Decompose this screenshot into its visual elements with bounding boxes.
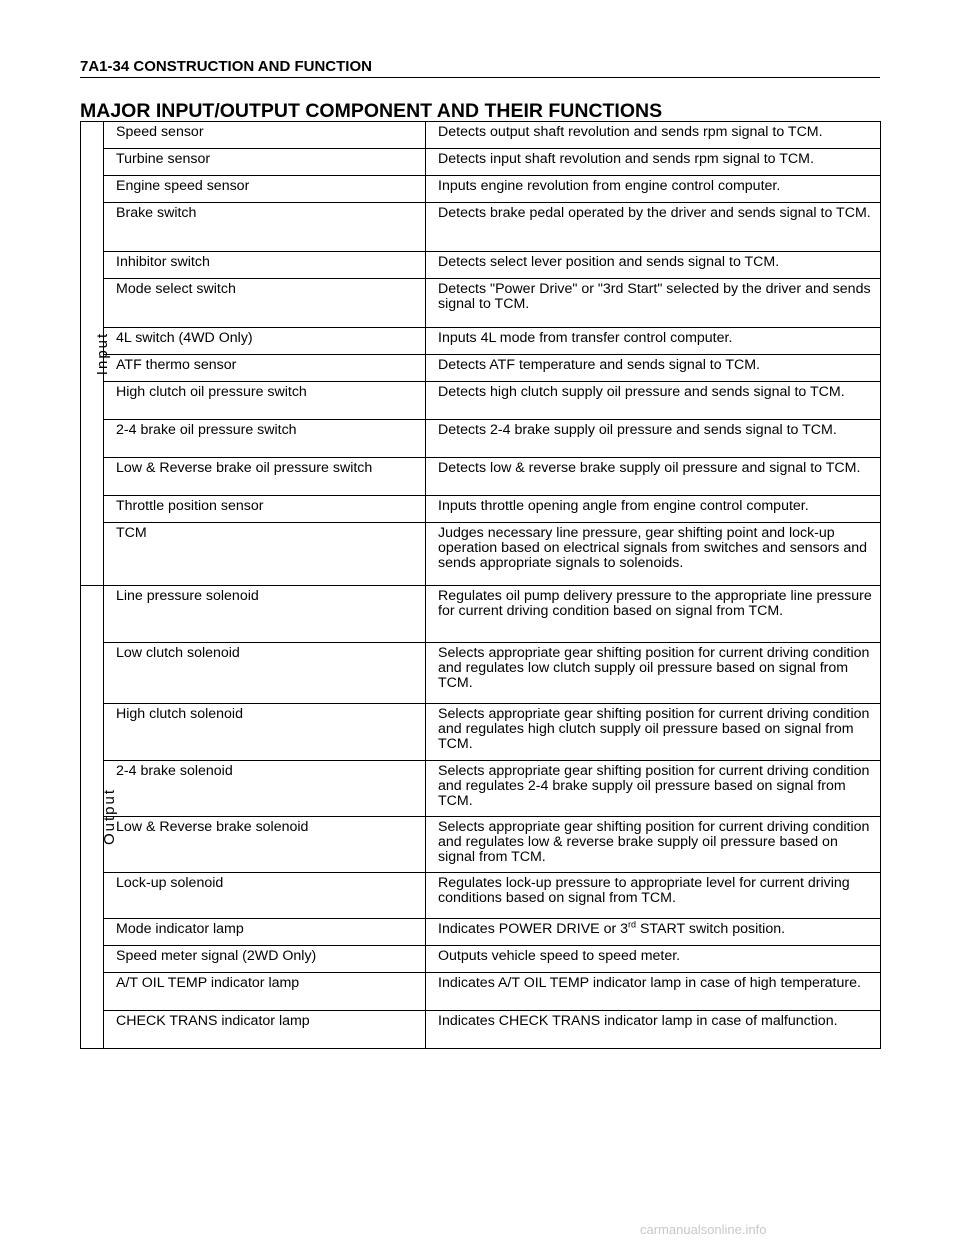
component-name: Brake switch [104,203,426,252]
component-name: Turbine sensor [104,149,426,176]
component-function: Detects input shaft revolution and sends rpm signal to TCM. [426,149,881,176]
component-function: Selects appropriate gear shifting position for current driving condition and regulates 2-4 brake supply oil pressure based on signal from TCM. [426,761,881,817]
table-row [81,355,881,382]
component-name: Inhibitor switch [104,252,426,279]
component-name: 4L switch (4WD Only) [104,328,426,355]
component-function: Detects low & reverse brake supply oil pressure and signal to TCM. [426,458,881,496]
page-title: MAJOR INPUT/OUTPUT COMPONENT AND THEIR FUNCTIONS [80,100,663,122]
table-row [81,586,881,643]
component-function: Selects appropriate gear shifting position for current driving condition and regulates low & reverse brake supply oil pressure based on signal from TCM. [426,817,881,873]
component-function: Inputs engine revolution from engine control computer. [426,176,881,203]
component-name: Speed sensor [104,122,426,149]
table-row [81,122,881,149]
component-function: Inputs 4L mode from transfer control computer. [426,328,881,355]
component-name: ATF thermo sensor [104,355,426,382]
component-name: 2-4 brake oil pressure switch [104,420,426,458]
table-row [81,496,881,523]
table-row [81,761,881,817]
component-name: TCM [104,523,426,586]
component-name: A/T OIL TEMP indicator lamp [104,973,426,1011]
component-name: High clutch oil pressure switch [104,382,426,420]
component-function: Judges necessary line pressure, gear shifting point and lock-up operation based on electrical signals from switches and sensors and sends appropriate signals to solenoids. [426,523,881,586]
component-name: Low & Reverse brake oil pressure switch [104,458,426,496]
component-name: Low clutch solenoid [104,643,426,704]
table-row [81,203,881,252]
component-name: Mode select switch [104,279,426,328]
page-header-text: 7A1-34 CONSTRUCTION AND FUNCTION [80,58,372,75]
component-function: Detects 2-4 brake supply oil pressure and sends signal to TCM. [426,420,881,458]
component-function: Regulates lock-up pressure to appropriate level for current driving conditions based on signal from TCM. [426,873,881,919]
component-function: Detects brake pedal operated by the driver and sends signal to TCM. [426,203,881,252]
table-row [81,523,881,586]
table-row [81,1011,881,1049]
input-group-label: Input [81,122,104,586]
table-row [81,946,881,973]
table-row [81,420,881,458]
watermark: carmanualsonline.info [640,1222,767,1237]
table-row [81,176,881,203]
table-row [81,873,881,919]
component-function: Detects "Power Drive" or "3rd Start" selected by the driver and sends signal to TCM. [426,279,881,328]
table-row [81,458,881,496]
table-row [81,252,881,279]
component-name: CHECK TRANS indicator lamp [104,1011,426,1049]
component-function: Selects appropriate gear shifting position for current driving condition and regulates high clutch supply oil pressure based on signal from TCM. [426,704,881,761]
component-function: Detects output shaft revolution and sends rpm signal to TCM. [426,122,881,149]
component-function: Outputs vehicle speed to speed meter. [426,946,881,973]
component-function: Indicates A/T OIL TEMP indicator lamp in case of high temperature. [426,973,881,1011]
component-name: Line pressure solenoid [104,586,426,643]
table-row [81,643,881,704]
component-name: Mode indicator lamp [104,919,426,946]
component-name: High clutch solenoid [104,704,426,761]
component-name: Low & Reverse brake solenoid [104,817,426,873]
table-row [81,919,881,946]
component-function: Detects high clutch supply oil pressure and sends signal to TCM. [426,382,881,420]
component-function: Detects ATF temperature and sends signal to TCM. [426,355,881,382]
component-table [80,121,881,1049]
table-row [81,279,881,328]
component-function: Indicates POWER DRIVE or 3rd START switch position. [426,919,881,946]
output-group-label: Output [81,586,104,1049]
table-row [81,382,881,420]
table-row [81,704,881,761]
component-function: Selects appropriate gear shifting position for current driving condition and regulates low clutch supply oil pressure based on signal from TCM. [426,643,881,704]
component-function: Indicates CHECK TRANS indicator lamp in case of malfunction. [426,1011,881,1049]
component-name: Engine speed sensor [104,176,426,203]
component-name: Throttle position sensor [104,496,426,523]
component-function: Regulates oil pump delivery pressure to the appropriate line pressure for current driving condition based on signal from TCM. [426,586,881,643]
component-name: Lock-up solenoid [104,873,426,919]
component-name: Speed meter signal (2WD Only) [104,946,426,973]
component-function: Detects select lever position and sends signal to TCM. [426,252,881,279]
component-function: Inputs throttle opening angle from engine control computer. [426,496,881,523]
table-row [81,328,881,355]
table-row [81,149,881,176]
table-row [81,817,881,873]
component-name: 2-4 brake solenoid [104,761,426,817]
page-header [80,59,880,78]
table-row [81,973,881,1011]
